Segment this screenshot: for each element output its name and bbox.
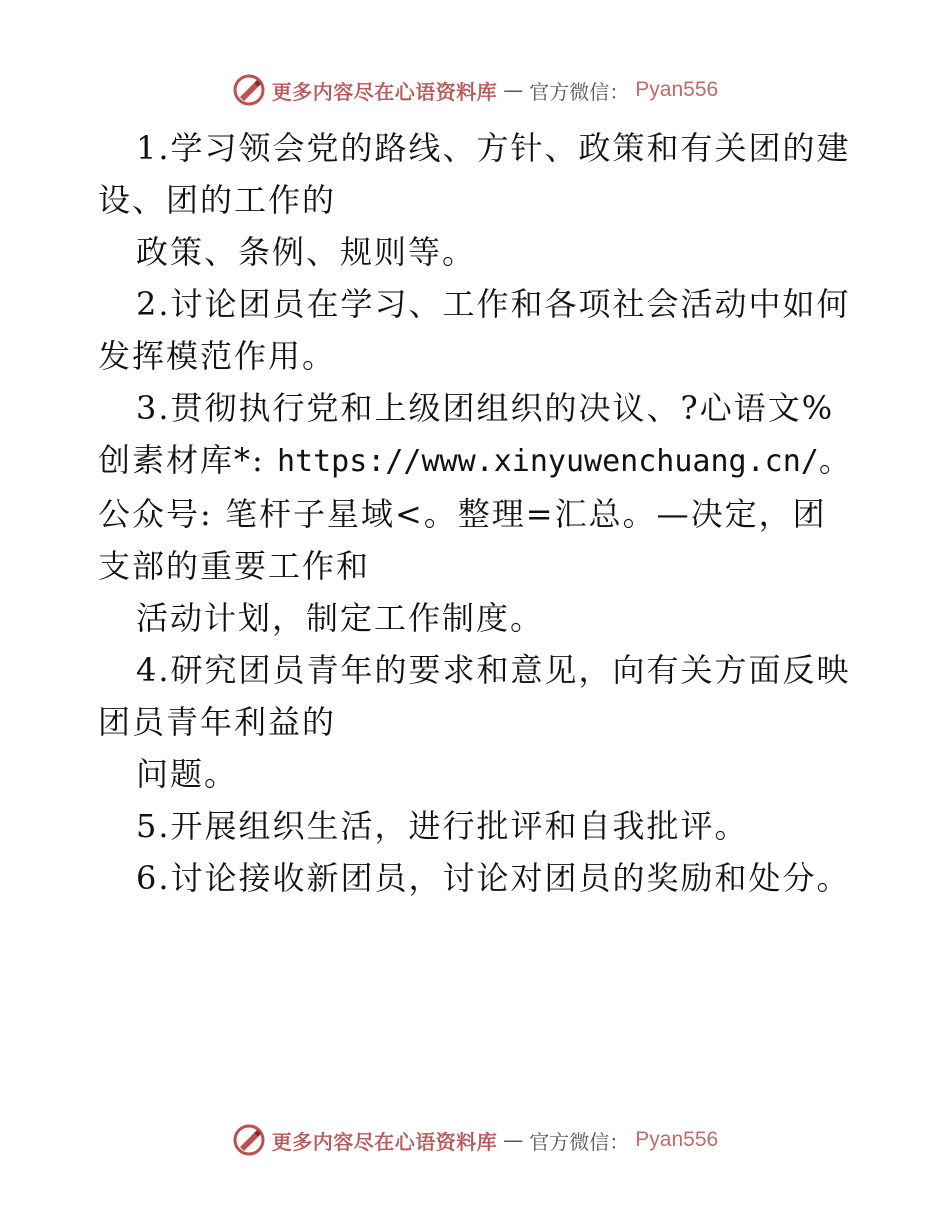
banner-text: 更多内容尽在心语资料库 bbox=[271, 1129, 498, 1154]
document-body bbox=[98, 122, 858, 904]
paragraph-item-1-cont: 政策、条例、规则等。 bbox=[136, 233, 477, 271]
banner-wechat-label: 官方微信： bbox=[529, 1129, 630, 1154]
paragraph-item-2: 2.讨论团员在学习、工作和各项社会活动中如何发挥模范作用。 bbox=[98, 285, 851, 375]
paragraph-item-5: 5.开展组织生活，进行批评和自我批评。 bbox=[136, 807, 749, 845]
banner-text: 更多内容尽在心语资料库 bbox=[271, 79, 498, 104]
paragraph-item-3-url: https://www.xinyuwenchuang.cn/ bbox=[276, 444, 819, 479]
paragraph-item-3 bbox=[98, 382, 858, 592]
paragraph-item-4-cont: 问题。 bbox=[136, 755, 239, 793]
banner-wechat-id: Pyan556 bbox=[635, 1128, 719, 1151]
banner-dash: — bbox=[503, 78, 524, 102]
paragraph-item-3-text-b: 。公众号: 笔杆子星域<。整理=汇总。—决定，团支部的重要工作和 bbox=[98, 441, 853, 585]
pen-logo-icon bbox=[232, 1123, 266, 1157]
banner-wechat-label: 官方微信： bbox=[529, 79, 630, 104]
pen-logo-icon bbox=[232, 73, 266, 107]
header-banner bbox=[0, 70, 950, 110]
paragraph-item-3-text-a: 3.贯彻执行党和上级团组织的决议、?心语文%创素材库*: bbox=[98, 389, 835, 479]
paragraph-item-3-cont: 活动计划，制定工作制度。 bbox=[136, 599, 545, 637]
paragraph-item-4: 4.研究团员青年的要求和意见，向有关方面反映团员青年利益的 bbox=[98, 651, 851, 741]
footer-banner bbox=[0, 1120, 950, 1160]
banner-wechat-id: Pyan556 bbox=[635, 78, 719, 101]
paragraph-item-1: 1.学习领会党的路线、方针、政策和有关团的建设、团的工作的 bbox=[98, 129, 851, 219]
paragraph-item-6: 6.讨论接收新团员，讨论对团员的奖励和处分。 bbox=[136, 859, 851, 897]
banner-dash: — bbox=[503, 1128, 524, 1152]
